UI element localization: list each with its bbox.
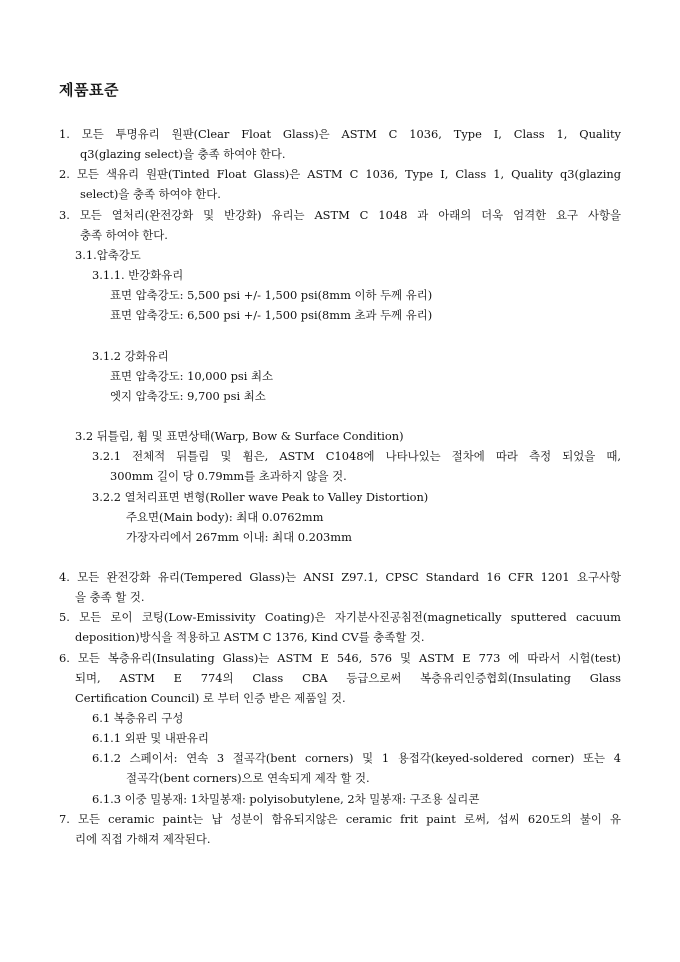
text-line: 절곡각(bent corners)으로 연속되게 제작 할 것. bbox=[126, 771, 370, 785]
text-line: 6.1.2 스페이서: 연속 3 절곡각(bent corners) 및 1 용접각(keyed-soldered corner) 또는 4 bbox=[92, 751, 621, 765]
page-title: 제품표준 bbox=[59, 81, 119, 99]
text-line: 3. 모든 열처리(완전강화 및 반강화) 유리는 ASTM C 1048 과 아래의 더욱 엄격한 요구 사항을 bbox=[59, 208, 621, 222]
text-line: 7. 모든 ceramic paint는 납 성분이 함유되지않은 ceramic frit paint 로써, 섭씨 620도의 불이 유 bbox=[59, 812, 621, 826]
text-line: 3.2 뒤틀림, 휨 및 표면상태(Warp, Bow & Surface Condition) bbox=[75, 429, 404, 443]
text-line: 을 충족 할 것. bbox=[75, 590, 145, 604]
text-line: 6.1 복층유리 구성 bbox=[92, 711, 184, 725]
text-line: 충족 하여야 한다. bbox=[80, 228, 168, 242]
text-line: 4. 모든 완전강화 유리(Tempered Glass)는 ANSI Z97.1, CPSC Standard 16 CFR 1201 요구사항 bbox=[59, 570, 621, 584]
text-line: 표면 압축강도: 6,500 psi +/- 1,500 psi(8mm 초과 두께 유리) bbox=[110, 308, 433, 322]
text-line: 3.1.압축강도 bbox=[75, 248, 141, 262]
text-line: Certification Council) 로 부터 인증 받은 제품일 것. bbox=[75, 691, 346, 705]
text-line: 3.2.2 열처리표면 변형(Roller wave Peak to Valley Distortion) bbox=[92, 490, 429, 504]
text-line: 표면 압축강도: 5,500 psi +/- 1,500 psi(8mm 이하 두께 유리) bbox=[110, 288, 433, 302]
text-line: 표면 압축강도: 10,000 psi 최소 bbox=[110, 369, 273, 383]
text-line: 300mm 길이 당 0.79mm를 초과하지 않을 것. bbox=[110, 469, 347, 483]
text-line: 되며, ASTM E 774의 Class CBA 등급으로써 복층유리인증협회(Insulating Glass bbox=[75, 671, 621, 685]
text-line: 3.1.2 강화유리 bbox=[92, 349, 169, 363]
text-line: 2. 모든 색유리 원판(Tinted Float Glass)은 ASTM C 1036, Type I, Class 1, Quality q3(glazing bbox=[59, 167, 621, 181]
text-line: 3.2.1 전체적 뒤틀림 및 휨은, ASTM C1048에 나타나있는 절차에 따라 측정 되었을 때, bbox=[92, 449, 621, 463]
text-line: 3.1.1. 반강화유리 bbox=[92, 268, 184, 282]
text-line: 가장자리에서 267mm 이내: 최대 0.203mm bbox=[126, 530, 352, 544]
text-line: 리에 직접 가해져 제작된다. bbox=[75, 832, 211, 846]
text-line: 주요면(Main body): 최대 0.0762mm bbox=[126, 510, 324, 524]
text-line: 5. 모든 로이 코팅(Low-Emissivity Coating)은 자기분사진공침전(magnetically sputtered cacuum bbox=[59, 610, 621, 624]
text-line: 6. 모든 복층유리(Insulating Glass)는 ASTM E 546, 576 및 ASTM E 773 에 따라서 시험(test) bbox=[59, 651, 621, 665]
text-line: 6.1.1 외판 및 내판유리 bbox=[92, 731, 209, 745]
text-line: 엣지 압축강도: 9,700 psi 최소 bbox=[110, 389, 266, 403]
text-line: 1. 모든 투명유리 원판(Clear Float Glass)은 ASTM C 1036, Type I, Class 1, Quality bbox=[59, 127, 621, 141]
text-line: 6.1.3 이중 밀봉재: 1차밀봉재: polyisobutylene, 2차 밀봉재: 구조용 실리콘 bbox=[92, 792, 480, 806]
text-line: q3(glazing select)을 충족 하여야 한다. bbox=[80, 147, 286, 161]
text-line: select)을 충족 하여야 한다. bbox=[80, 187, 221, 201]
text-line: deposition)방식을 적용하고 ASTM C 1376, Kind CV를 충족할 것. bbox=[75, 630, 425, 644]
